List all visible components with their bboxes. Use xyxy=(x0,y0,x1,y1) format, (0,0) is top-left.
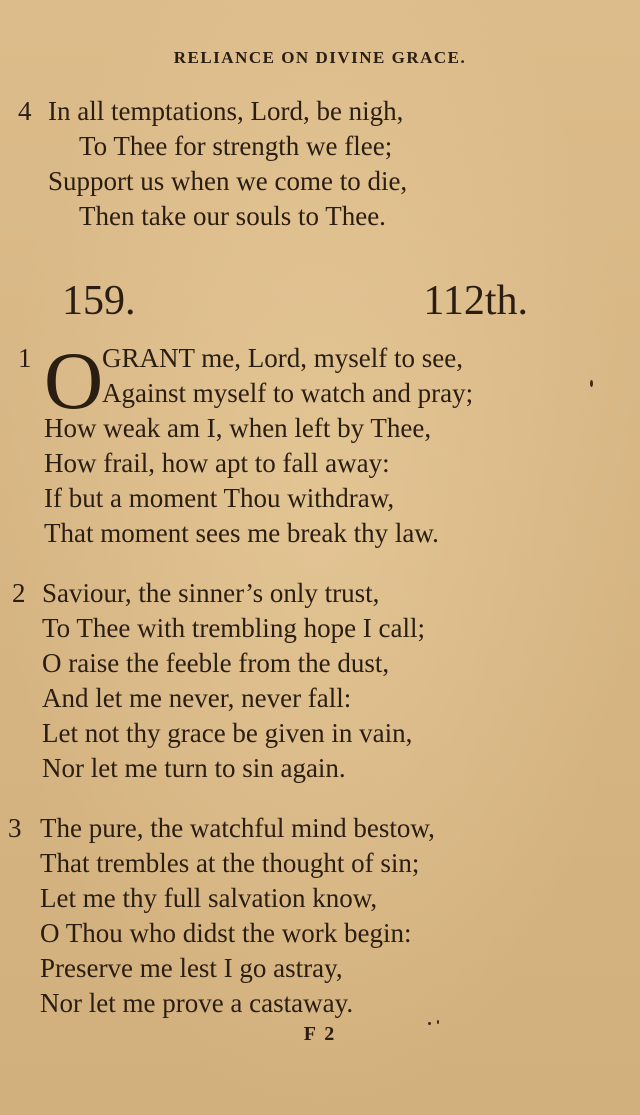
verse-line: GRANT me, Lord, myself to see, xyxy=(102,343,463,373)
ink-speck xyxy=(590,380,593,387)
verse-line: The pure, the watchful mind bestow, xyxy=(40,813,435,843)
verse-line: In all temptations, Lord, be nigh, xyxy=(48,96,404,126)
verse-line: Saviour, the sinner’s only trust, xyxy=(42,578,380,608)
verse-line: If but a moment Thou withdraw, xyxy=(44,483,395,513)
verse-line: To Thee for strength we flee; xyxy=(79,131,393,161)
verse-line: Then take our souls to Thee. xyxy=(79,201,386,231)
running-header: RELIANCE ON DIVINE GRACE. xyxy=(173,48,467,67)
verse-line: And let me never, never fall: xyxy=(42,683,352,713)
verse-line: How frail, how apt to fall away: xyxy=(44,448,390,478)
verse-line: O Thou who didst the work begin: xyxy=(40,918,412,948)
verse-line: Against myself to watch and pray; xyxy=(102,378,474,408)
verse-line: That moment sees me break thy law. xyxy=(44,518,439,548)
verse-line: Nor let me prove a castaway. xyxy=(40,988,354,1018)
stanza-number: 2 xyxy=(12,578,26,608)
verse-line: Support us when we come to die, xyxy=(48,166,408,196)
signature-mark: F 2 xyxy=(303,1023,337,1045)
verse-line: Preserve me lest I go astray, xyxy=(40,953,343,983)
drop-cap: O xyxy=(44,335,104,426)
verse-line: To Thee with trembling hope I call; xyxy=(42,613,426,643)
verse-line: Let not thy grace be given in vain, xyxy=(42,718,413,748)
stanza-number: 3 xyxy=(8,813,22,843)
ink-speck xyxy=(437,1020,439,1024)
hymn-meter: 112th. xyxy=(423,278,528,324)
verse-line: Let me thy full salvation know, xyxy=(40,883,378,913)
verse-line: O raise the feeble from the dust, xyxy=(42,648,390,678)
hymn-number: 159. xyxy=(62,278,136,324)
verse-line: How weak am I, when left by Thee, xyxy=(44,413,432,443)
verse-line: Nor let me turn to sin again. xyxy=(42,753,346,783)
stanza-number: 4 xyxy=(18,96,32,126)
verse-line: That trembles at the thought of sin; xyxy=(40,848,420,878)
ink-speck xyxy=(428,1022,431,1025)
stanza-number: 1 xyxy=(18,343,32,373)
